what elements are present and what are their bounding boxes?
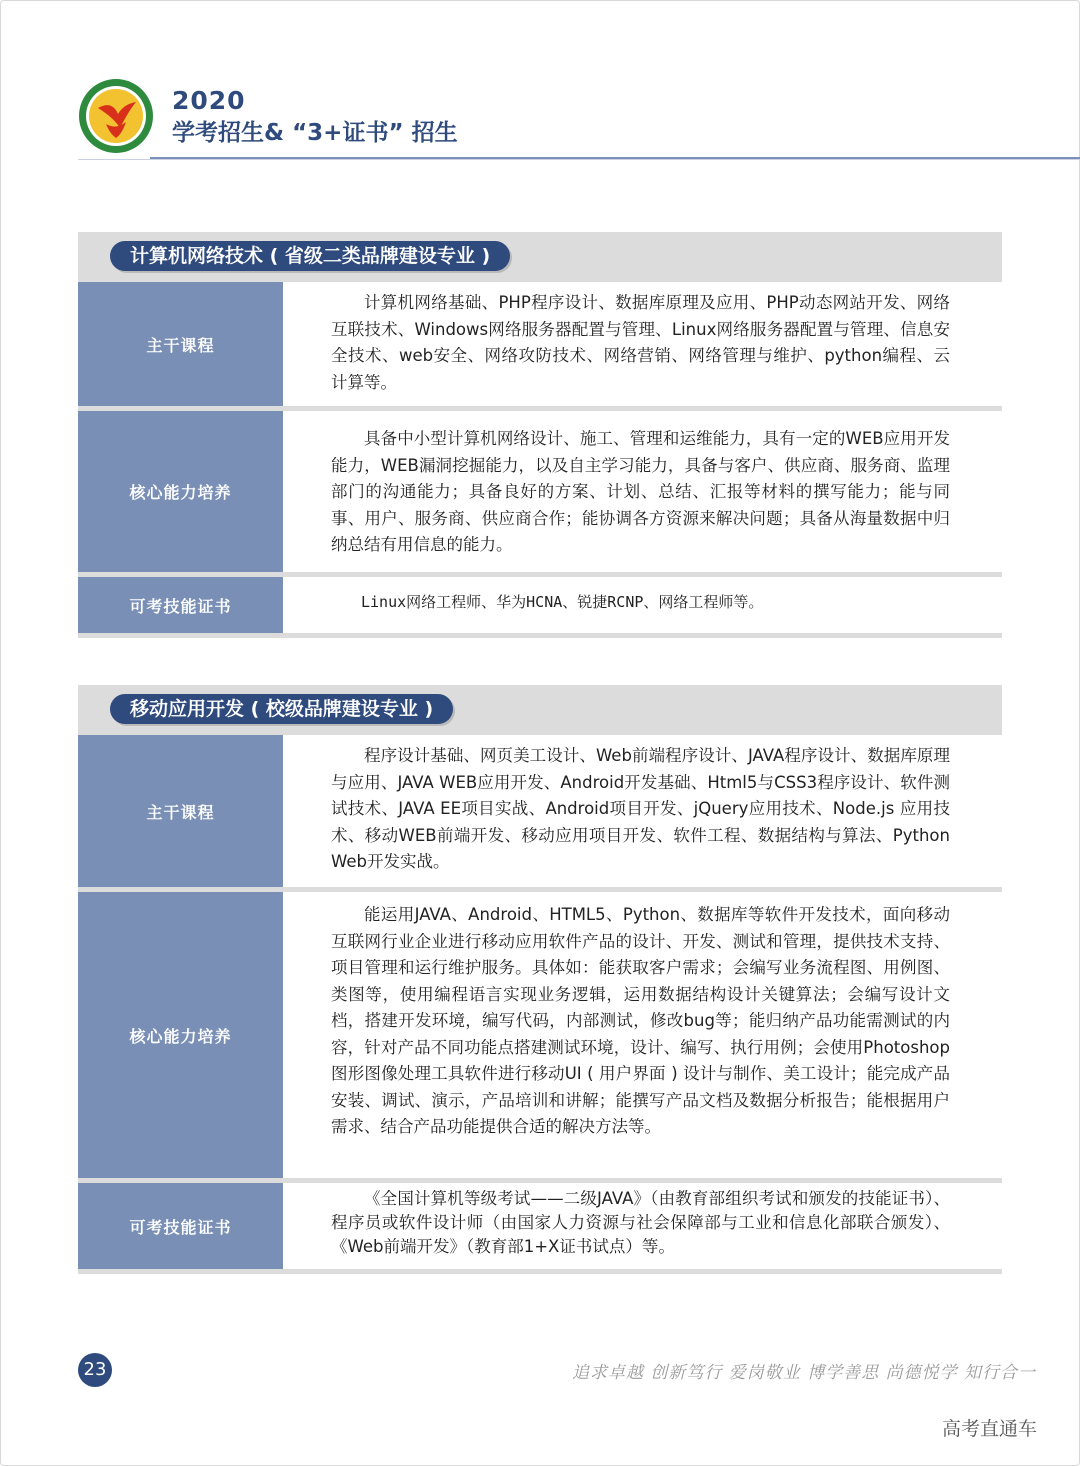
row-label: 可考技能证书 xyxy=(78,577,283,633)
row-text: Linux网络工程师、华为HCNA、锐捷RCNP、网络工程师等。 xyxy=(361,593,764,611)
section-network-technology xyxy=(78,232,1002,638)
row-label: 主干课程 xyxy=(78,735,283,887)
row-main-courses xyxy=(78,735,1002,892)
row-label: 核心能力培养 xyxy=(78,411,283,572)
section-header-bar xyxy=(78,685,1002,735)
footer-motto: 追求卓越 创新笃行 爱岗敬业 博学善思 尚德悦学 知行合一 xyxy=(572,1363,1037,1383)
row-main-courses xyxy=(78,282,1002,411)
row-certificates xyxy=(78,577,1002,638)
row-certificates xyxy=(78,1183,1002,1274)
section-title: 计算机网络技术 ( 省级二类品牌建设专业 ) xyxy=(110,241,510,271)
row-label: 可考技能证书 xyxy=(78,1183,283,1269)
row-text: 计算机网络基础、PHP程序设计、数据库原理及应用、PHP动态网站开发、网络互联技术、Windows网络服务器配置与管理、Linux网络服务器配置与管理、信息安全技术、web安全、网络攻防技术、网络营销、网络管理与维护、python编程、云计算等。 xyxy=(331,293,950,392)
header-year: 2020 xyxy=(172,86,246,115)
row-text: 能运用JAVA、Android、HTML5、Python、数据库等软件开发技术，面向移动互联网行业企业进行移动应用软件产品的设计、开发、测试和管理，提供技术支持、项目管理和运行维护服务。具体如：能获取客户需求；会编写业务流程图、用例图、类图等，使用编程语言实现业务逻辑，运用数据结构设计关键算法；会编写设计文档，搭建开发环境，编写代码，内部测试，修改bug等；能归纳产品功能需测试的内容，针对产品不同功能点搭建测试环境，设计、编写、执行用例；会使用Photoshop图形图像处理工具软件进行移动UI ( 用户界面 ) 设计与制作、美工设计；能完成产品安装、调试、演示，产品培训和讲解；能撰写产品文档及数据分析报告；能根据用户需求、结合产品功能提供合适的解决方法等。 xyxy=(331,905,950,1136)
row-core-abilities xyxy=(78,892,1002,1183)
header-divider-thin xyxy=(78,159,1080,160)
section-title: 移动应用开发 ( 校级品牌建设专业 ) xyxy=(110,694,453,724)
row-text: 程序设计基础、网页美工设计、Web前端程序设计、JAVA程序设计、数据库原理与应用、JAVA WEB应用开发、Android开发基础、Html5与CSS3程序设计、软件测试技术、JAVA EE项目实战、Android项目开发、jQuery应用技术、Node.js 应用技术、移动WEB前端开发、移动应用项目开发、软件工程、数据结构与算法、Python Web开发实战。 xyxy=(331,746,950,871)
watermark-text: 高考直通车 xyxy=(942,1418,1038,1440)
section-header-bar xyxy=(78,232,1002,282)
school-logo xyxy=(78,78,154,154)
header-title: 学考招生& “3+证书” 招生 xyxy=(172,120,458,146)
row-label: 主干课程 xyxy=(78,282,283,406)
row-core-abilities xyxy=(78,411,1002,577)
page-number: 23 xyxy=(78,1353,112,1387)
row-label: 核心能力培养 xyxy=(78,892,283,1178)
row-text: 《全国计算机等级考试——二级JAVA》（由教育部组织考试和颁发的技能证书）、程序员或软件设计师（由国家人力资源与社会保障部与工业和信息化部联合颁发）、《Web前端开发》（教育部1+X证书试点）等。 xyxy=(331,1189,950,1256)
section-mobile-app-development xyxy=(78,685,1002,1274)
row-text: 具备中小型计算机网络设计、施工、管理和运维能力，具有一定的WEB应用开发能力，WEB漏洞挖掘能力，以及自主学习能力，具备与客户、供应商、服务商、监理部门的沟通能力；具备良好的方案、计划、总结、汇报等材料的撰写能力；能与同事、用户、服务商、供应商合作；能协调各方资源来解决问题；具备从海量数据中归纳总结有用信息的能力。 xyxy=(331,429,950,554)
